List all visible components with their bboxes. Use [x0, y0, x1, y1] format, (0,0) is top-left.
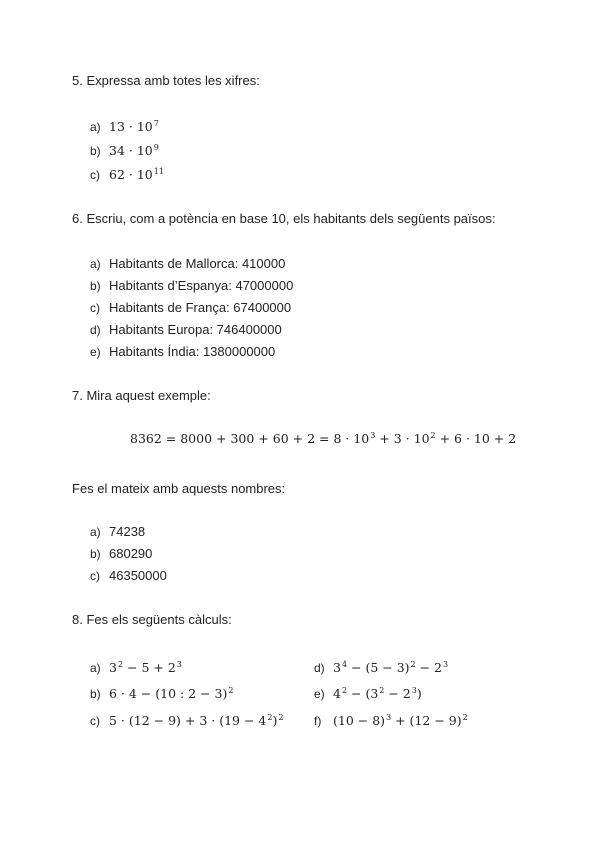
- math-expression: $34 \cdot 10^9$: [109, 143, 159, 158]
- item-label: b): [90, 547, 101, 561]
- item-label: b): [90, 687, 101, 701]
- math-expression: 6 · 4 − (10 : 2 − 3)$^2$: [109, 686, 234, 701]
- q5-item-b: [90, 143, 159, 158]
- item-text: 680290: [109, 546, 153, 561]
- example-equation: $8362 = 8000 + 300 + 60 + 2 = 8 \cdot 10^3 + 3 \cdot 10^2 + 6 \cdot 10 + 2$: [130, 431, 517, 446]
- item-label: d): [90, 323, 101, 337]
- q7-item-b: [90, 546, 152, 561]
- item-text: Habitants de Mallorca: 410000: [109, 256, 286, 271]
- item-text: Habitants d’Espanya: 47000000: [109, 278, 294, 293]
- item-text: Habitants de França: 67400000: [109, 300, 292, 315]
- item-label: a): [90, 257, 101, 271]
- item-label: a): [90, 120, 101, 134]
- question-5-title: 5. Expressa amb totes les xifres:: [72, 73, 260, 88]
- q6-item-d: [90, 322, 282, 337]
- item-label: e): [90, 345, 101, 359]
- question-7-title: 7. Mira aquest exemple:: [72, 388, 211, 403]
- q7-item-c: [90, 568, 167, 583]
- item-label: d): [314, 661, 325, 675]
- question-7-subtitle: Fes el mateix amb aquests nombres:: [72, 481, 286, 496]
- math-expression: $3^2 - 5 + 2^3$: [109, 660, 182, 675]
- q6-item-a: [90, 256, 285, 271]
- item-label: f): [314, 714, 322, 728]
- item-text: Habitants Europa: 746400000: [109, 322, 282, 337]
- math-expression: $(10 - 8)^3 + (12 - 9)^2$: [333, 713, 468, 728]
- item-label: b): [90, 279, 101, 293]
- q7-item-a: [90, 524, 145, 539]
- item-text: 74238: [109, 524, 146, 539]
- math-expression: $3^4 - (5 - 3)^2 - 2^3$: [333, 660, 449, 675]
- q5-item-a: [90, 119, 159, 134]
- item-text: 46350000: [109, 568, 167, 583]
- item-label: c): [90, 168, 100, 182]
- q6-item-c: [90, 300, 291, 315]
- item-label: c): [90, 569, 100, 583]
- q5-item-c: [90, 167, 164, 182]
- item-label: e): [314, 687, 325, 701]
- q8-item-c: [90, 713, 283, 728]
- item-text: Habitants Índia: 1380000000: [109, 344, 276, 359]
- q6-item-b: [90, 278, 293, 293]
- q8-item-d: [314, 660, 448, 675]
- q8-item-b: [90, 686, 233, 701]
- math-expression: $62 \cdot 10^{11}$: [109, 167, 164, 182]
- item-label: b): [90, 144, 101, 158]
- math-expression: $4^2 - (3^2 - 2^3)$: [333, 686, 422, 701]
- item-label: a): [90, 661, 101, 675]
- q6-item-e: [90, 344, 275, 359]
- q8-item-f: [314, 713, 468, 728]
- item-label: a): [90, 525, 101, 539]
- q8-item-a: [90, 660, 182, 675]
- math-expression: $13 \cdot 10^7$: [109, 119, 159, 134]
- item-label: c): [90, 301, 100, 315]
- math-expression: $5 \cdot (12 - 9) + 3 \cdot (19 - 4^2)^2$: [109, 713, 284, 728]
- question-8-title: 8. Fes els següents càlculs:: [72, 612, 232, 627]
- item-label: c): [90, 714, 100, 728]
- question-6-title: 6. Escriu, com a potència en base 10, els habitants dels següents països:: [72, 211, 496, 226]
- q8-item-e: [314, 686, 422, 701]
